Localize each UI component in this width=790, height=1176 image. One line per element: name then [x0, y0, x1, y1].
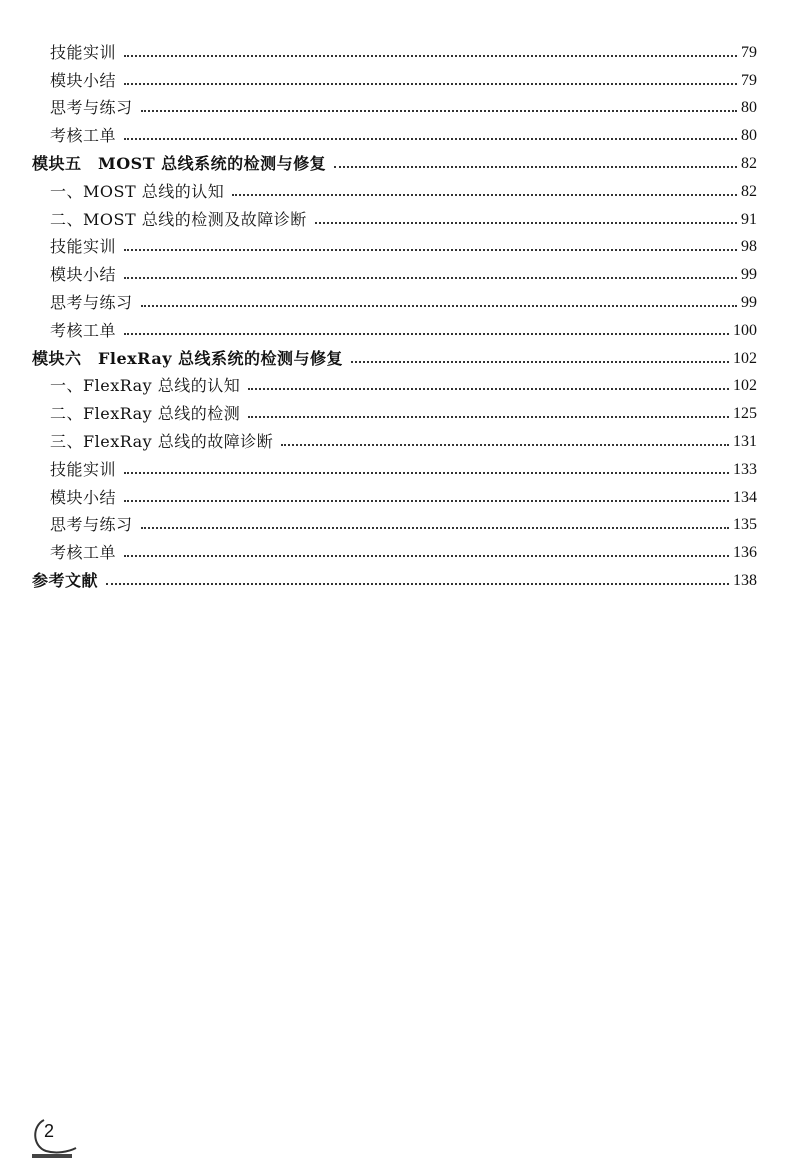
- toc-section-entry: [0, 400, 790, 428]
- toc-entry-page: 79: [741, 71, 757, 89]
- toc-module-entry: [0, 150, 790, 178]
- toc-entry-page: 102: [733, 377, 757, 395]
- toc-section-entry: [0, 39, 790, 67]
- toc-dot-leader: [124, 471, 729, 474]
- toc-entry-title: 考核工单: [50, 543, 117, 563]
- toc-entry-page: 135: [733, 516, 757, 534]
- toc-entry-page: 91: [741, 210, 757, 228]
- toc-entry-title: 技能实训: [50, 237, 117, 257]
- toc-entry-title: 技能实训: [50, 42, 117, 62]
- toc-section-entry: [0, 456, 790, 484]
- toc-dot-leader: [106, 582, 729, 585]
- toc-entry-title: 二、MOST 总线的检测及故障诊断: [50, 209, 307, 229]
- toc-entry-title: 考核工单: [50, 320, 117, 340]
- toc-section-entry: [0, 178, 790, 206]
- toc-entry-page: 131: [733, 433, 757, 451]
- toc-entry-page: 134: [733, 488, 757, 506]
- toc-dot-leader: [124, 499, 729, 502]
- toc-section-entry: [0, 512, 790, 540]
- toc-entry-title: 一、FlexRay 总线的认知: [50, 376, 241, 396]
- toc-entry-title: 二、FlexRay 总线的检测: [50, 404, 241, 424]
- toc-entry-page: 82: [741, 182, 757, 200]
- toc-dot-leader: [232, 193, 737, 196]
- toc-section-entry: [0, 234, 790, 262]
- toc-entry-title: 考核工单: [50, 126, 117, 146]
- toc-entry-page: 125: [733, 405, 757, 423]
- toc-entry-title: 思考与练习: [50, 98, 133, 118]
- toc-section-entry: [0, 428, 790, 456]
- toc-entry-page: 80: [741, 127, 757, 145]
- toc-section-entry: [0, 122, 790, 150]
- toc-entry-title: 模块小结: [50, 70, 117, 90]
- toc-section-entry: [0, 206, 790, 234]
- toc-dot-leader: [141, 304, 737, 307]
- toc-dot-leader: [124, 137, 737, 140]
- toc-entry-title: 模块六 FlexRay 总线系统的检测与修复: [32, 348, 344, 368]
- toc-entry-page: 136: [733, 544, 757, 562]
- toc-dot-leader: [351, 360, 729, 363]
- toc-section-entry: [0, 261, 790, 289]
- toc-entry-page: 98: [741, 238, 757, 256]
- toc-entry-page: 80: [741, 99, 757, 117]
- toc-dot-leader: [124, 248, 737, 251]
- toc-section-entry: [0, 289, 790, 317]
- toc-entry-title: 模块五 MOST 总线系统的检测与修复: [32, 154, 327, 174]
- toc-entry-page: 99: [741, 266, 757, 284]
- toc-entry-page: 99: [741, 294, 757, 312]
- toc-entry-page: 100: [733, 321, 757, 339]
- toc-entry-title: 一、MOST 总线的认知: [50, 181, 225, 201]
- toc-entry-title: 参考文献: [32, 571, 99, 591]
- toc-dot-leader: [124, 554, 729, 557]
- toc-entry-title: 三、FlexRay 总线的故障诊断: [50, 432, 274, 452]
- toc-entry-page: 82: [741, 155, 757, 173]
- toc-dot-leader: [141, 109, 737, 112]
- toc-dot-leader: [315, 221, 737, 224]
- table-of-contents: [0, 39, 790, 595]
- toc-entry-title: 模块小结: [50, 487, 117, 507]
- toc-module-entry: [0, 567, 790, 595]
- toc-module-entry: [0, 345, 790, 373]
- toc-entry-title: 思考与练习: [50, 515, 133, 535]
- page-number: 2: [44, 1121, 55, 1141]
- toc-section-entry: [0, 373, 790, 401]
- toc-dot-leader: [248, 415, 729, 418]
- toc-section-entry: [0, 539, 790, 567]
- toc-section-entry: [0, 317, 790, 345]
- toc-dot-leader: [124, 332, 729, 335]
- toc-section-entry: [0, 484, 790, 512]
- toc-entry-page: 79: [741, 43, 757, 61]
- toc-dot-leader: [281, 443, 729, 446]
- toc-dot-leader: [124, 54, 737, 57]
- toc-dot-leader: [124, 276, 737, 279]
- toc-dot-leader: [334, 165, 737, 168]
- toc-entry-title: 思考与练习: [50, 293, 133, 313]
- toc-entry-page: 133: [733, 460, 757, 478]
- toc-dot-leader: [124, 82, 737, 85]
- toc-dot-leader: [248, 387, 729, 390]
- toc-section-entry: [0, 67, 790, 95]
- toc-entry-page: 102: [733, 349, 757, 367]
- toc-entry-page: 138: [733, 572, 757, 590]
- toc-entry-title: 技能实训: [50, 459, 117, 479]
- toc-entry-title: 模块小结: [50, 265, 117, 285]
- toc-section-entry: [0, 95, 790, 123]
- toc-dot-leader: [141, 526, 729, 529]
